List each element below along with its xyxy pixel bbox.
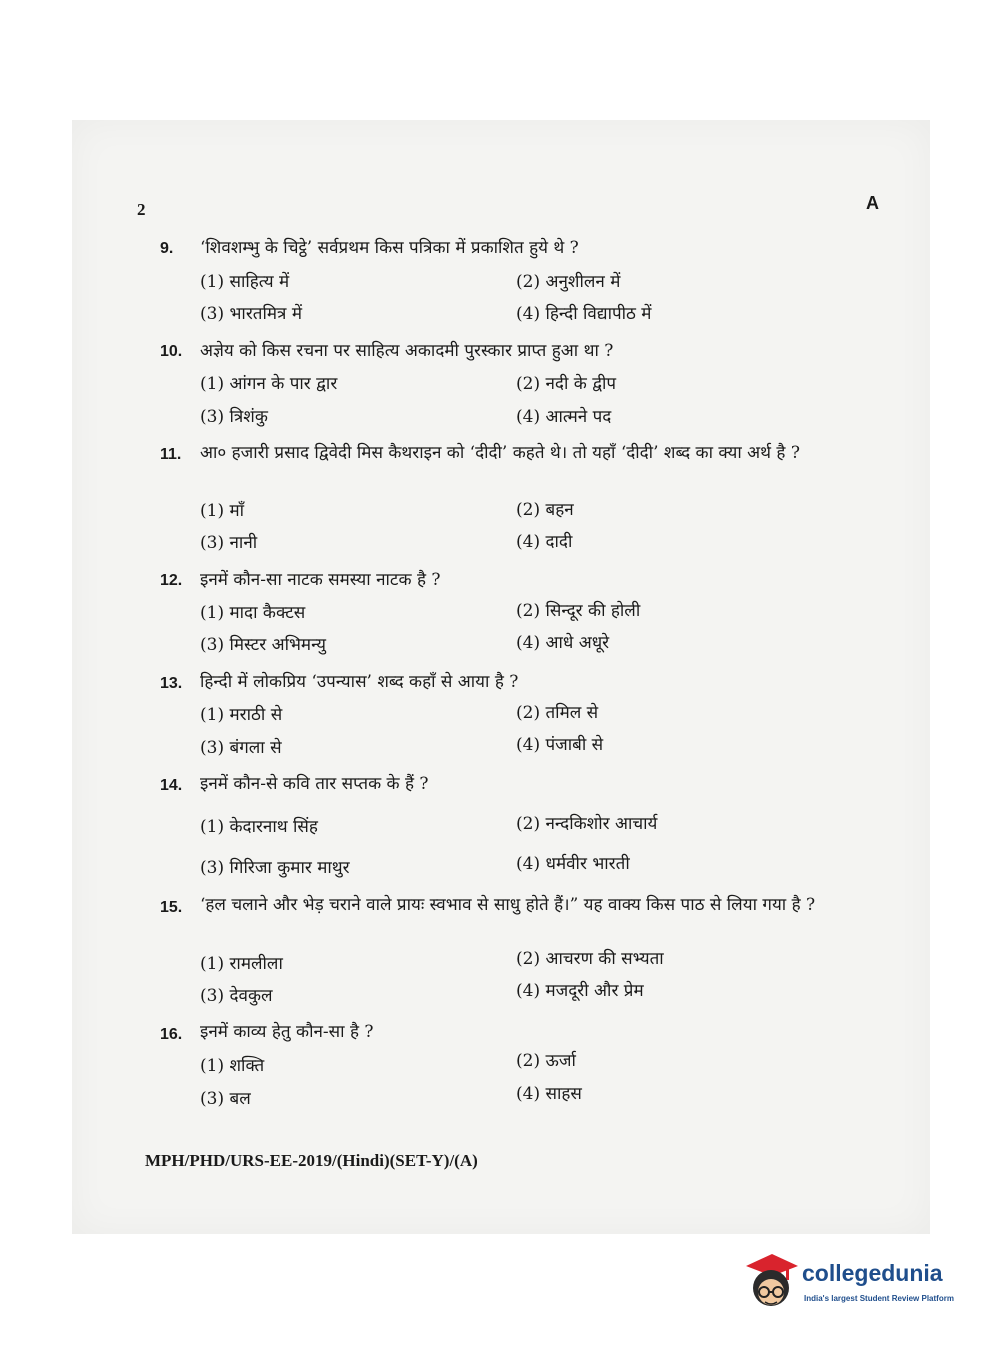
- question-number: 11.: [160, 446, 182, 463]
- option-4: (4) मजदूरी और प्रेम: [516, 981, 644, 1001]
- question-text: हिन्दी में लोकप्रिय ‘उपन्यास’ शब्द कहाँ से आया है ?: [200, 672, 519, 692]
- question-text: ‘हल चलाने और भेड़ चराने वाले प्रायः स्वभाव से साधु होते हैं।” यह वाक्य किस पाठ से लिया गया है ?: [200, 895, 816, 915]
- option-4: (4) पंजाबी से: [516, 735, 604, 755]
- option-1: (1) मराठी से: [200, 705, 283, 725]
- option-2: (2) अनुशीलन में: [516, 272, 621, 292]
- option-3: (3) त्रिशंकु: [200, 407, 268, 427]
- question-text: इनमें काव्य हेतु कौन-सा है ?: [200, 1022, 374, 1042]
- option-1: (1) माँ: [200, 501, 245, 521]
- question-number: 9.: [160, 240, 174, 257]
- option-4: (4) धर्मवीर भारती: [516, 854, 630, 874]
- question-number: 14.: [160, 777, 183, 794]
- option-1: (1) केदारनाथ सिंह: [200, 817, 318, 837]
- option-3: (3) गिरिजा कुमार माथुर: [200, 858, 350, 878]
- option-2: (2) आचरण की सभ्यता: [516, 949, 664, 969]
- question-number: 10.: [160, 343, 183, 360]
- paper-code-footer: MPH/PHD/URS-EE-2019/(Hindi)(SET-Y)/(A): [145, 1151, 478, 1170]
- option-4: (4) आत्मने पद: [516, 407, 612, 427]
- option-4: (4) साहस: [516, 1084, 582, 1104]
- question-number: 13.: [160, 675, 183, 692]
- option-1: (1) मादा कैक्टस: [200, 603, 306, 623]
- option-3: (3) मिस्टर अभिमन्यु: [200, 635, 326, 655]
- option-2: (2) नन्दकिशोर आचार्य: [516, 814, 658, 834]
- question-number: 15.: [160, 899, 183, 916]
- option-2: (2) बहन: [516, 500, 574, 520]
- option-3: (3) भारतमित्र में: [200, 304, 303, 324]
- option-3: (3) नानी: [200, 533, 258, 553]
- question-text: इनमें कौन-सा नाटक समस्या नाटक है ?: [200, 570, 441, 590]
- option-4: (4) आधे अधूरे: [516, 633, 610, 653]
- option-3: (3) देवकुल: [200, 986, 273, 1006]
- option-1: (1) रामलीला: [200, 954, 283, 974]
- question-text: आ० हजारी प्रसाद द्विवेदी मिस कैथराइन को ‘दीदी’ कहते थे। तो यहाँ ‘दीदी’ शब्द का क्या अर्थ है ?: [200, 443, 800, 463]
- option-1: (1) आंगन के पार द्वार: [200, 374, 338, 394]
- set-letter: A: [866, 193, 879, 213]
- option-1: (1) साहित्य में: [200, 272, 290, 292]
- page-number: 2: [137, 200, 146, 219]
- question-number: 12.: [160, 572, 183, 589]
- option-3: (3) बंगला से: [200, 738, 282, 758]
- question-text: ‘शिवशम्भु के चिट्ठे’ सर्वप्रथम किस पत्रिका में प्रकाशित हुये थे ?: [200, 238, 579, 258]
- question-number: 16.: [160, 1026, 183, 1043]
- question-text: इनमें कौन-से कवि तार सप्तक के हैं ?: [200, 774, 429, 794]
- logo-wordmark: collegedunia: [802, 1260, 943, 1286]
- option-1: (1) शक्ति: [200, 1056, 265, 1076]
- logo-tagline: India's largest Student Review Platform: [804, 1294, 954, 1303]
- option-2: (2) सिन्दूर की होली: [516, 601, 641, 621]
- mascot-icon: [742, 1252, 800, 1314]
- option-3: (3) बल: [200, 1089, 251, 1109]
- option-2: (2) तमिल से: [516, 703, 599, 723]
- collegedunia-logo[interactable]: [742, 1252, 972, 1314]
- option-2: (2) नदी के द्वीप: [516, 374, 617, 394]
- option-2: (2) ऊर्जा: [516, 1051, 576, 1071]
- option-4: (4) हिन्दी विद्यापीठ में: [516, 304, 652, 324]
- option-4: (4) दादी: [516, 532, 573, 552]
- question-text: अज्ञेय को किस रचना पर साहित्य अकादमी पुरस्कार प्राप्त हुआ था ?: [200, 341, 614, 361]
